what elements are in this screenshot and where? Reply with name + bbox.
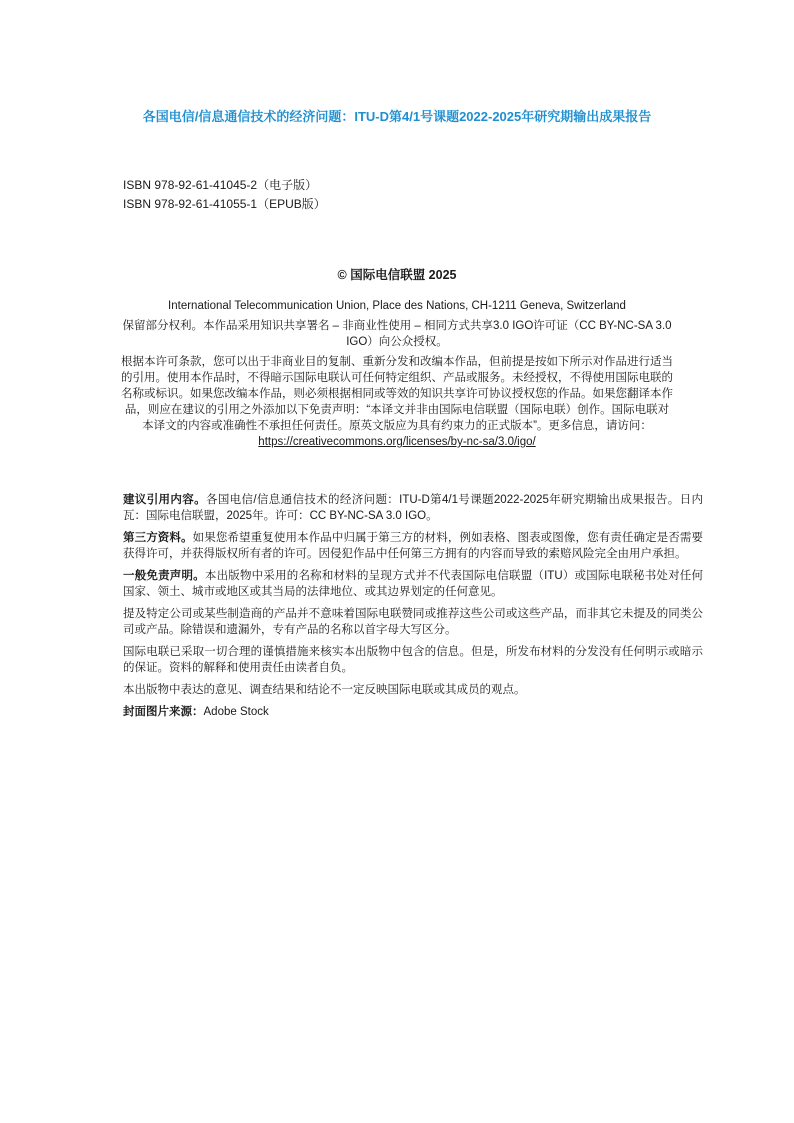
third-party-paragraph: [123, 530, 703, 562]
companies-paragraph: 提及特定公司或某些制造商的产品并不意味着国际电联赞同或推荐这些公司或这些产品，而非其它未提及的同类公司或产品。除错误和遗漏外，专有产品的名称以首字母大写区分。: [123, 608, 703, 636]
isbn-epub: ISBN 978-92-61-41055-1（EPUB版）: [123, 197, 326, 211]
precautions-paragraph: 国际电联已采取一切合理的谨慎措施来核实本出版物中包含的信息。但是，所发布材料的分发没有任何明示或暗示的保证。资料的解释和使用责任由读者自负。: [123, 646, 703, 674]
legal-notices: [123, 492, 703, 726]
citation-text: 各国电信/信息通信技术的经济问题：ITU-D第4/1号课题2022-2025年研究期输出成果报告。日内瓦：国际电信联盟，2025年。许可：CC BY-NC-SA 3.0 IGO。: [123, 494, 703, 522]
opinions-paragraph: 本出版物中表达的意见、调查结果和结论不一定反映国际电联或其成员的观点。: [123, 684, 526, 696]
isbn-block: [123, 176, 326, 214]
citation-label: 建议引用内容。: [123, 494, 206, 506]
rights-statement: 保留部分权利。本作品采用知识共享署名 – 非商业性使用 – 相同方式共享3.0 IGO许可证（CC BY-NC-SA 3.0 IGO）向公众授权。: [122, 320, 672, 348]
disclaimer-label: 一般免责声明。: [123, 570, 205, 582]
license-link[interactable]: https://creativecommons.org/licenses/by-nc-sa/3.0/igo/: [258, 436, 536, 448]
report-title: 各国电信/信息通信技术的经济问题：ITU-D第4/1号课题2022-2025年研究期输出成果报告: [142, 109, 652, 124]
itu-address: International Telecommunication Union, Place des Nations, CH-1211 Geneva, Switzerland: [168, 300, 626, 312]
disclaimer-paragraph: [123, 568, 703, 600]
isbn-electronic: ISBN 978-92-61-41045-2（电子版）: [123, 178, 318, 192]
cover-credit-label: 封面图片来源：: [123, 706, 204, 718]
third-party-text: 如果您希望重复使用本作品中归属于第三方的材料，例如表格、图表或图像，您有责任确定是否需要获得许可，并获得版权所有者的许可。因侵犯作品中任何第三方拥有的内容而导致的索赔风险完全由用户承担。: [123, 532, 704, 560]
citation-paragraph: [123, 492, 703, 524]
copyright-notice: © 国际电信联盟 2025: [337, 268, 457, 282]
license-terms: [120, 354, 674, 450]
third-party-label: 第三方资料。: [123, 532, 193, 544]
disclaimer-text: 本出版物中采用的名称和材料的呈现方式并不代表国际电信联盟（ITU）或国际电联秘书处对任何国家、领土、城市或地区或其当局的法律地位、或其边界划定的任何意见。: [123, 570, 703, 598]
cover-credit-text: Adobe Stock: [203, 706, 269, 718]
license-terms-text: 根据本许可条款，您可以出于非商业目的复制、重新分发和改编本作品，但前提是按如下所示对作品进行适当的引用。使用本作品时，不得暗示国际电联认可任何特定组织、产品或服务。未经授权，不得使用国际电联的名称或标识。如果您改编本作品，则必须根据相同或等效的知识共享许可协议授权您的作品。如果您翻译本作品，则应在建议的引用之外添加以下免责声明：“本译文并非由国际电信联盟（国际电联）创作。国际电联对本译文的内容或准确性不承担任何责任。原英文版应为具有约束力的正式版本”。更多信息，请访问：: [121, 356, 673, 432]
cover-credit-paragraph: [123, 704, 703, 720]
